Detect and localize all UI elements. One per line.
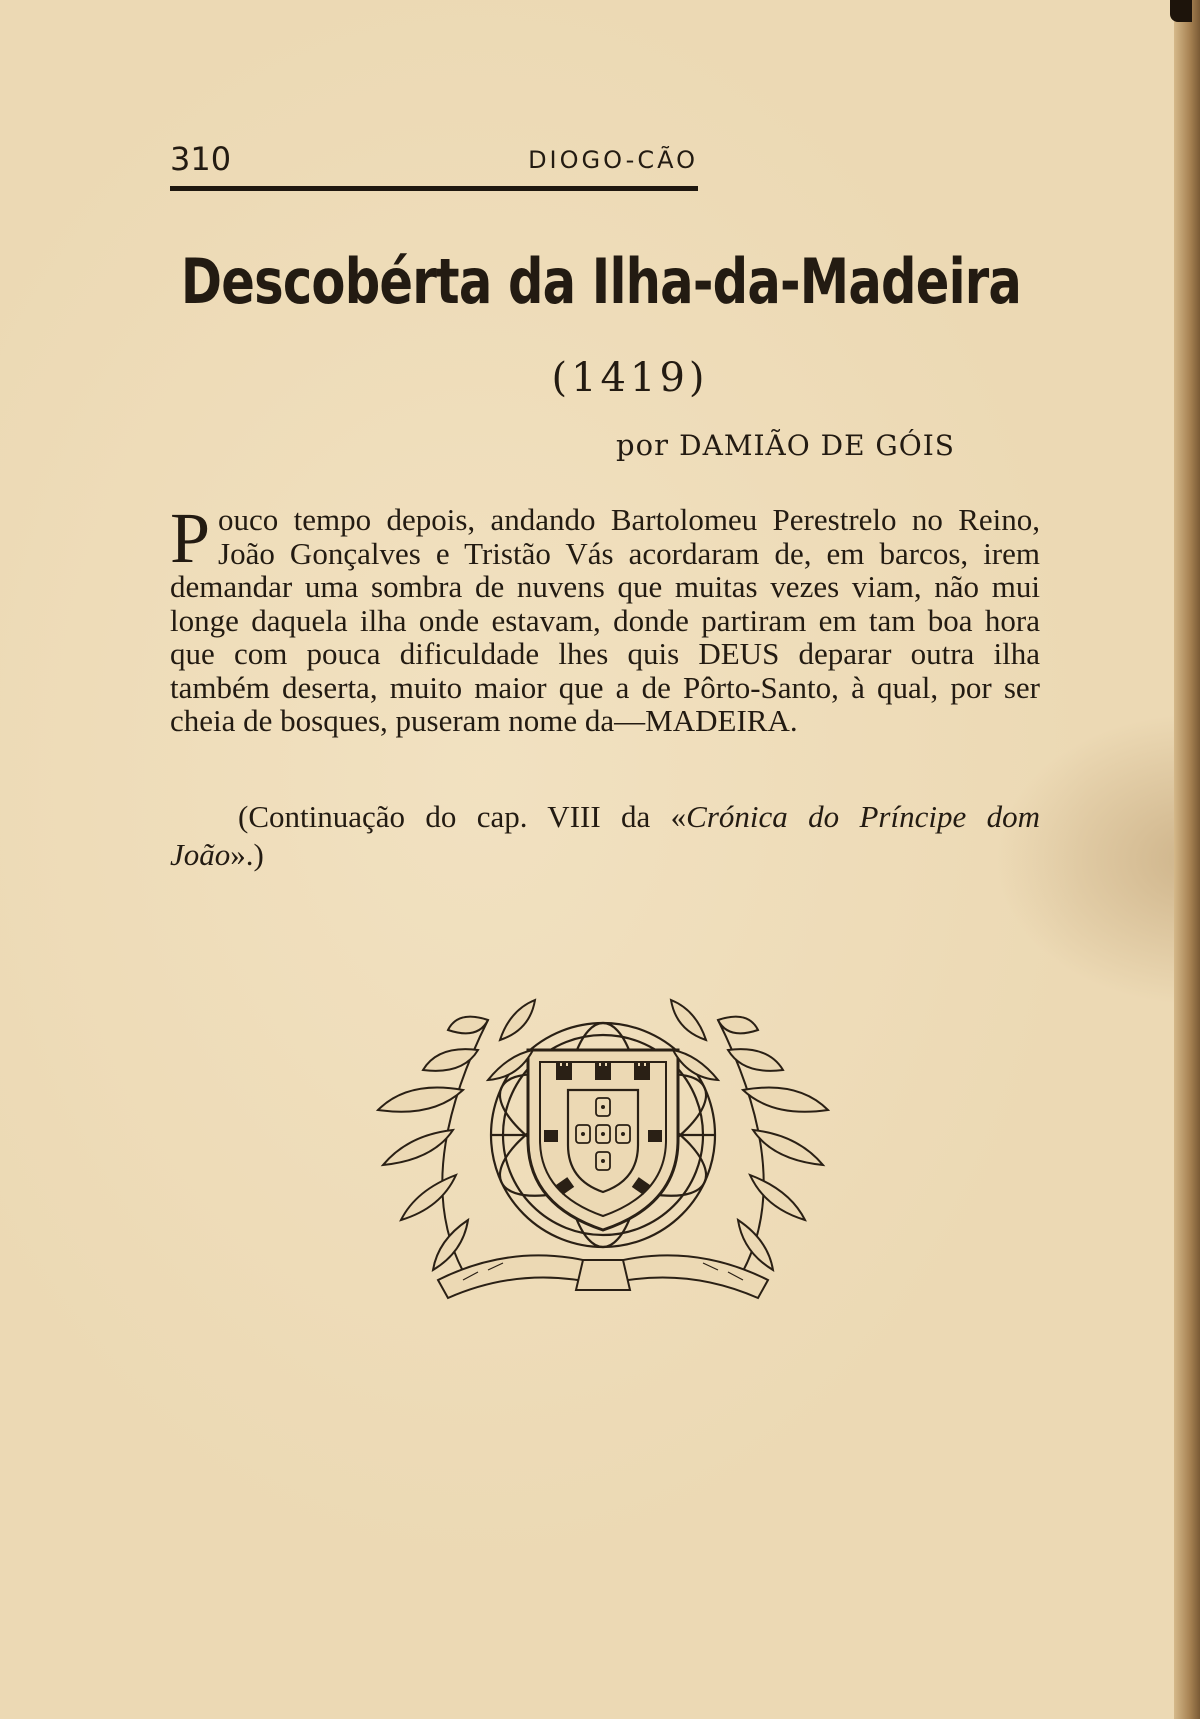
citation-suffix: ».) bbox=[230, 837, 264, 872]
page-header bbox=[170, 140, 698, 186]
body-paragraph-text: ouco tempo depois, andando Bartolomeu Perestrelo no Reino, João Gonçalves e Tristão Vás acordaram de, em barcos, irem demandar uma sombra de nuvens que muitas vezes viam, não mui longe daquela ilha onde estavam, donde partiram em tam boa hora que com pouca dificuldade lhes quis DEUS deparar outra ilha também deserta, muito maior que a de Pôrto-Santo, à qual, por ser cheia de bosques, puseram nome da—MADEIRA. bbox=[170, 502, 1040, 738]
article-title: Descobérta da Ilha-da-Madeira bbox=[180, 245, 1022, 318]
page-number: 310 bbox=[170, 140, 232, 178]
article-year: (1419) bbox=[551, 355, 709, 401]
byline bbox=[616, 428, 955, 462]
body-paragraph bbox=[170, 498, 1040, 738]
source-citation bbox=[170, 798, 1040, 874]
header-rule bbox=[170, 186, 698, 191]
page-corner-shadow bbox=[1170, 0, 1192, 22]
page-edge bbox=[1174, 0, 1200, 1719]
author-name: DAMIÃO DE GÓIS bbox=[679, 429, 955, 462]
running-head: DIOGO-CÃO bbox=[528, 146, 698, 174]
byline-prefix: por bbox=[616, 428, 669, 462]
drop-cap: P bbox=[170, 498, 211, 578]
citation-prefix: (Continuação do cap. VIII da « bbox=[238, 799, 687, 834]
coat-of-arms-icon bbox=[368, 980, 838, 1320]
citation-work-title: Crónica do Príncipe dom João bbox=[170, 799, 1040, 872]
